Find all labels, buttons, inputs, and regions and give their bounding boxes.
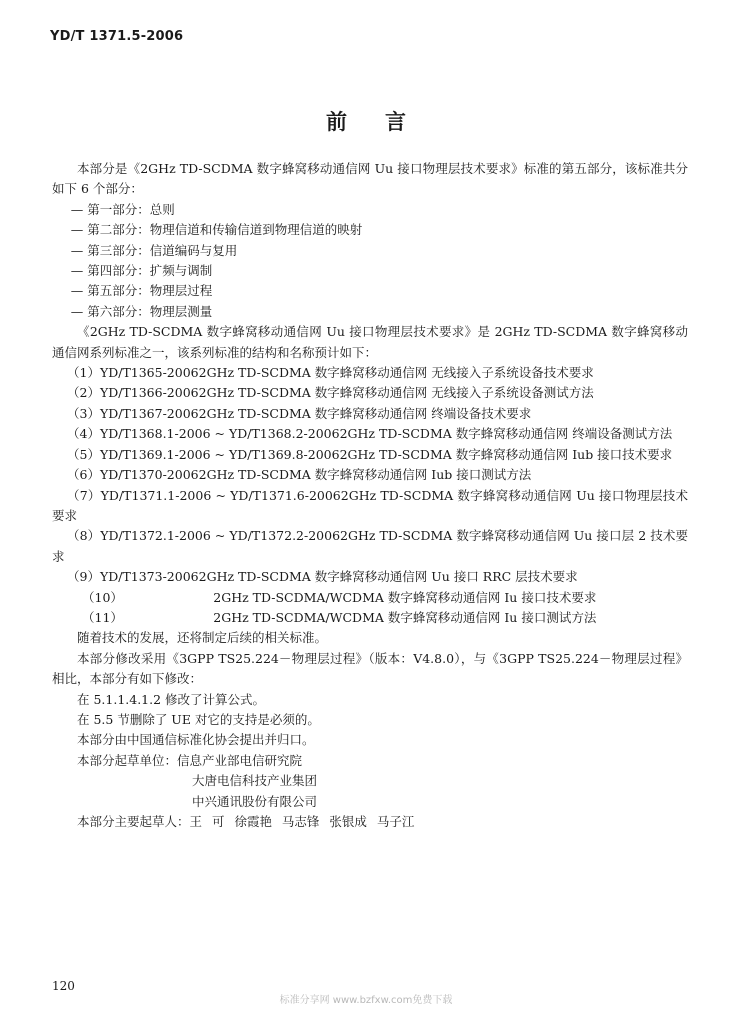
- document-body: [52, 159, 688, 832]
- series-item-num: （3）: [67, 405, 100, 421]
- series-closing: 随着技术的发展，还将制定后续的相关标准。: [77, 630, 328, 646]
- series-item-code: YD/T1367-2006: [99, 405, 199, 421]
- series-item-name: 2GHz TD-SCDMA 数字蜂窝移动通信网 Uu 接口层 2 技术要求: [52, 528, 688, 564]
- part-item: — 第二部分：物理信道和传输信道到物理信道的映射: [70, 222, 363, 238]
- drafters-names: 王 可 徐霞艳 马志锋 张银成 马子江: [189, 814, 415, 829]
- series-item: [52, 445, 688, 465]
- series-item-code: YD/T1368.1-2006 ~ YD/T1368.2-2006: [99, 426, 340, 442]
- series-item-name: 2GHz TD-SCDMA 数字蜂窝移动通信网 Uu 接口物理层技术要求: [52, 487, 688, 523]
- part-item: — 第一部分：总则: [70, 201, 175, 217]
- series-item-name: 2GHz TD-SCDMA 数字蜂窝移动通信网 无线接入子系统设备测试方法: [198, 385, 594, 401]
- series-item-name: 2GHz TD-SCDMA 数字蜂窝移动通信网 Iub 接口测试方法: [198, 467, 532, 483]
- series-item-name: 2GHz TD-SCDMA/WCDMA 数字蜂窝移动通信网 Iu 接口测试方法: [213, 609, 597, 625]
- drafting-unit: 中兴通讯股份有限公司: [192, 793, 318, 809]
- series-item: [52, 567, 688, 587]
- page-number: 120: [52, 979, 75, 993]
- series-item-name: 2GHz TD-SCDMA 数字蜂窝移动通信网 无线接入子系统设备技术要求: [198, 365, 594, 381]
- series-paragraph: 《2GHz TD-SCDMA 数字蜂窝移动通信网 Uu 接口物理层技术要求》是 2GHz TD-SCDMA 数字蜂窝移动通信网系列标准之一，该系列标准的结构和名称预计如下：: [52, 324, 688, 360]
- modification-paragraph: 本部分修改采用《3GPP TS25.224－物理层过程》（版本：V4.8.0），与《3GPP TS25.224－物理层过程》相比，本部分有如下修改：: [52, 650, 688, 687]
- part-item: — 第五部分：物理层过程: [70, 283, 213, 299]
- series-item-num: （5）: [67, 446, 100, 462]
- series-item-code: YD/T1369.1-2006 ~ YD/T1369.8-2006: [99, 446, 340, 462]
- intro-paragraph: 本部分是《2GHz TD-SCDMA 数字蜂窝移动通信网 Uu 接口物理层技术要求》标准的第五部分，该标准共分如下 6 个部分：: [52, 161, 688, 197]
- series-item: [52, 424, 688, 444]
- series-item-name: 2GHz TD-SCDMA 数字蜂窝移动通信网 Iub 接口技术要求: [339, 446, 673, 462]
- series-item-name: 2GHz TD-SCDMA 数字蜂窝移动通信网 Uu 接口 RRC 层技术要求: [198, 569, 578, 585]
- part-item: — 第六部分：物理层测量: [70, 303, 213, 319]
- series-item-num: （2）: [67, 385, 100, 401]
- drafting-unit: 信息产业部电信研究院: [177, 752, 303, 768]
- modification-item: 在 5.1.1.4.1.2 修改了计算公式。: [77, 691, 266, 707]
- series-item: [52, 404, 688, 424]
- series-item-num: （7）: [67, 487, 101, 503]
- series-item: [52, 588, 688, 608]
- proposer-paragraph: 本部分由中国通信标准化协会提出并归口。: [77, 732, 315, 748]
- series-item-code: YD/T1366-2006: [99, 385, 199, 401]
- part-item: — 第四部分：扩频与调制: [70, 263, 213, 279]
- drafters: [52, 812, 688, 832]
- series-item: [52, 465, 688, 485]
- series-item-num: （9）: [67, 569, 100, 585]
- series-item-num: （1）: [67, 365, 100, 381]
- series-item-code: YD/T1372.1-2006 ~ YD/T1372.2-2006: [100, 528, 341, 544]
- series-item-num: （4）: [67, 426, 100, 442]
- series-item-num: （10）: [82, 589, 123, 605]
- drafters-label: 本部分主要起草人：: [77, 814, 190, 829]
- series-item: [52, 608, 688, 628]
- modification-item: 在 5.5 节删除了 UE 对它的支持是必须的。: [77, 711, 320, 727]
- standard-code: YD/T 1371.5-2006: [50, 29, 184, 44]
- drafting-units-label: 本部分起草单位：: [77, 752, 178, 768]
- series-item-name: 2GHz TD-SCDMA 数字蜂窝移动通信网 终端设备测试方法: [339, 426, 673, 442]
- series-item-name: 2GHz TD-SCDMA 数字蜂窝移动通信网 终端设备技术要求: [198, 405, 532, 421]
- page-title: 前言: [326, 110, 444, 134]
- series-item-num: （8）: [67, 528, 101, 544]
- drafting-unit: 大唐电信科技产业集团: [192, 773, 318, 789]
- series-item-code: YD/T1365-2006: [99, 365, 199, 381]
- drafting-units: [52, 751, 688, 771]
- watermark: 标准分享网 www.bzfxw.com免费下载: [279, 995, 453, 1006]
- series-item: [52, 383, 688, 403]
- series-item: [52, 363, 688, 383]
- series-item-name: 2GHz TD-SCDMA/WCDMA 数字蜂窝移动通信网 Iu 接口技术要求: [213, 589, 597, 605]
- series-item: [52, 486, 688, 527]
- series-item-code: YD/T1373-2006: [99, 569, 199, 585]
- series-item: [52, 526, 688, 567]
- series-item-code: YD/T1371.1-2006 ~ YD/T1371.6-2006: [100, 487, 341, 503]
- series-item-code: YD/T1370-2006: [99, 467, 199, 483]
- part-item: — 第三部分：信道编码与复用: [70, 242, 238, 258]
- series-item-num: （11）: [82, 609, 123, 625]
- series-item-num: （6）: [67, 467, 100, 483]
